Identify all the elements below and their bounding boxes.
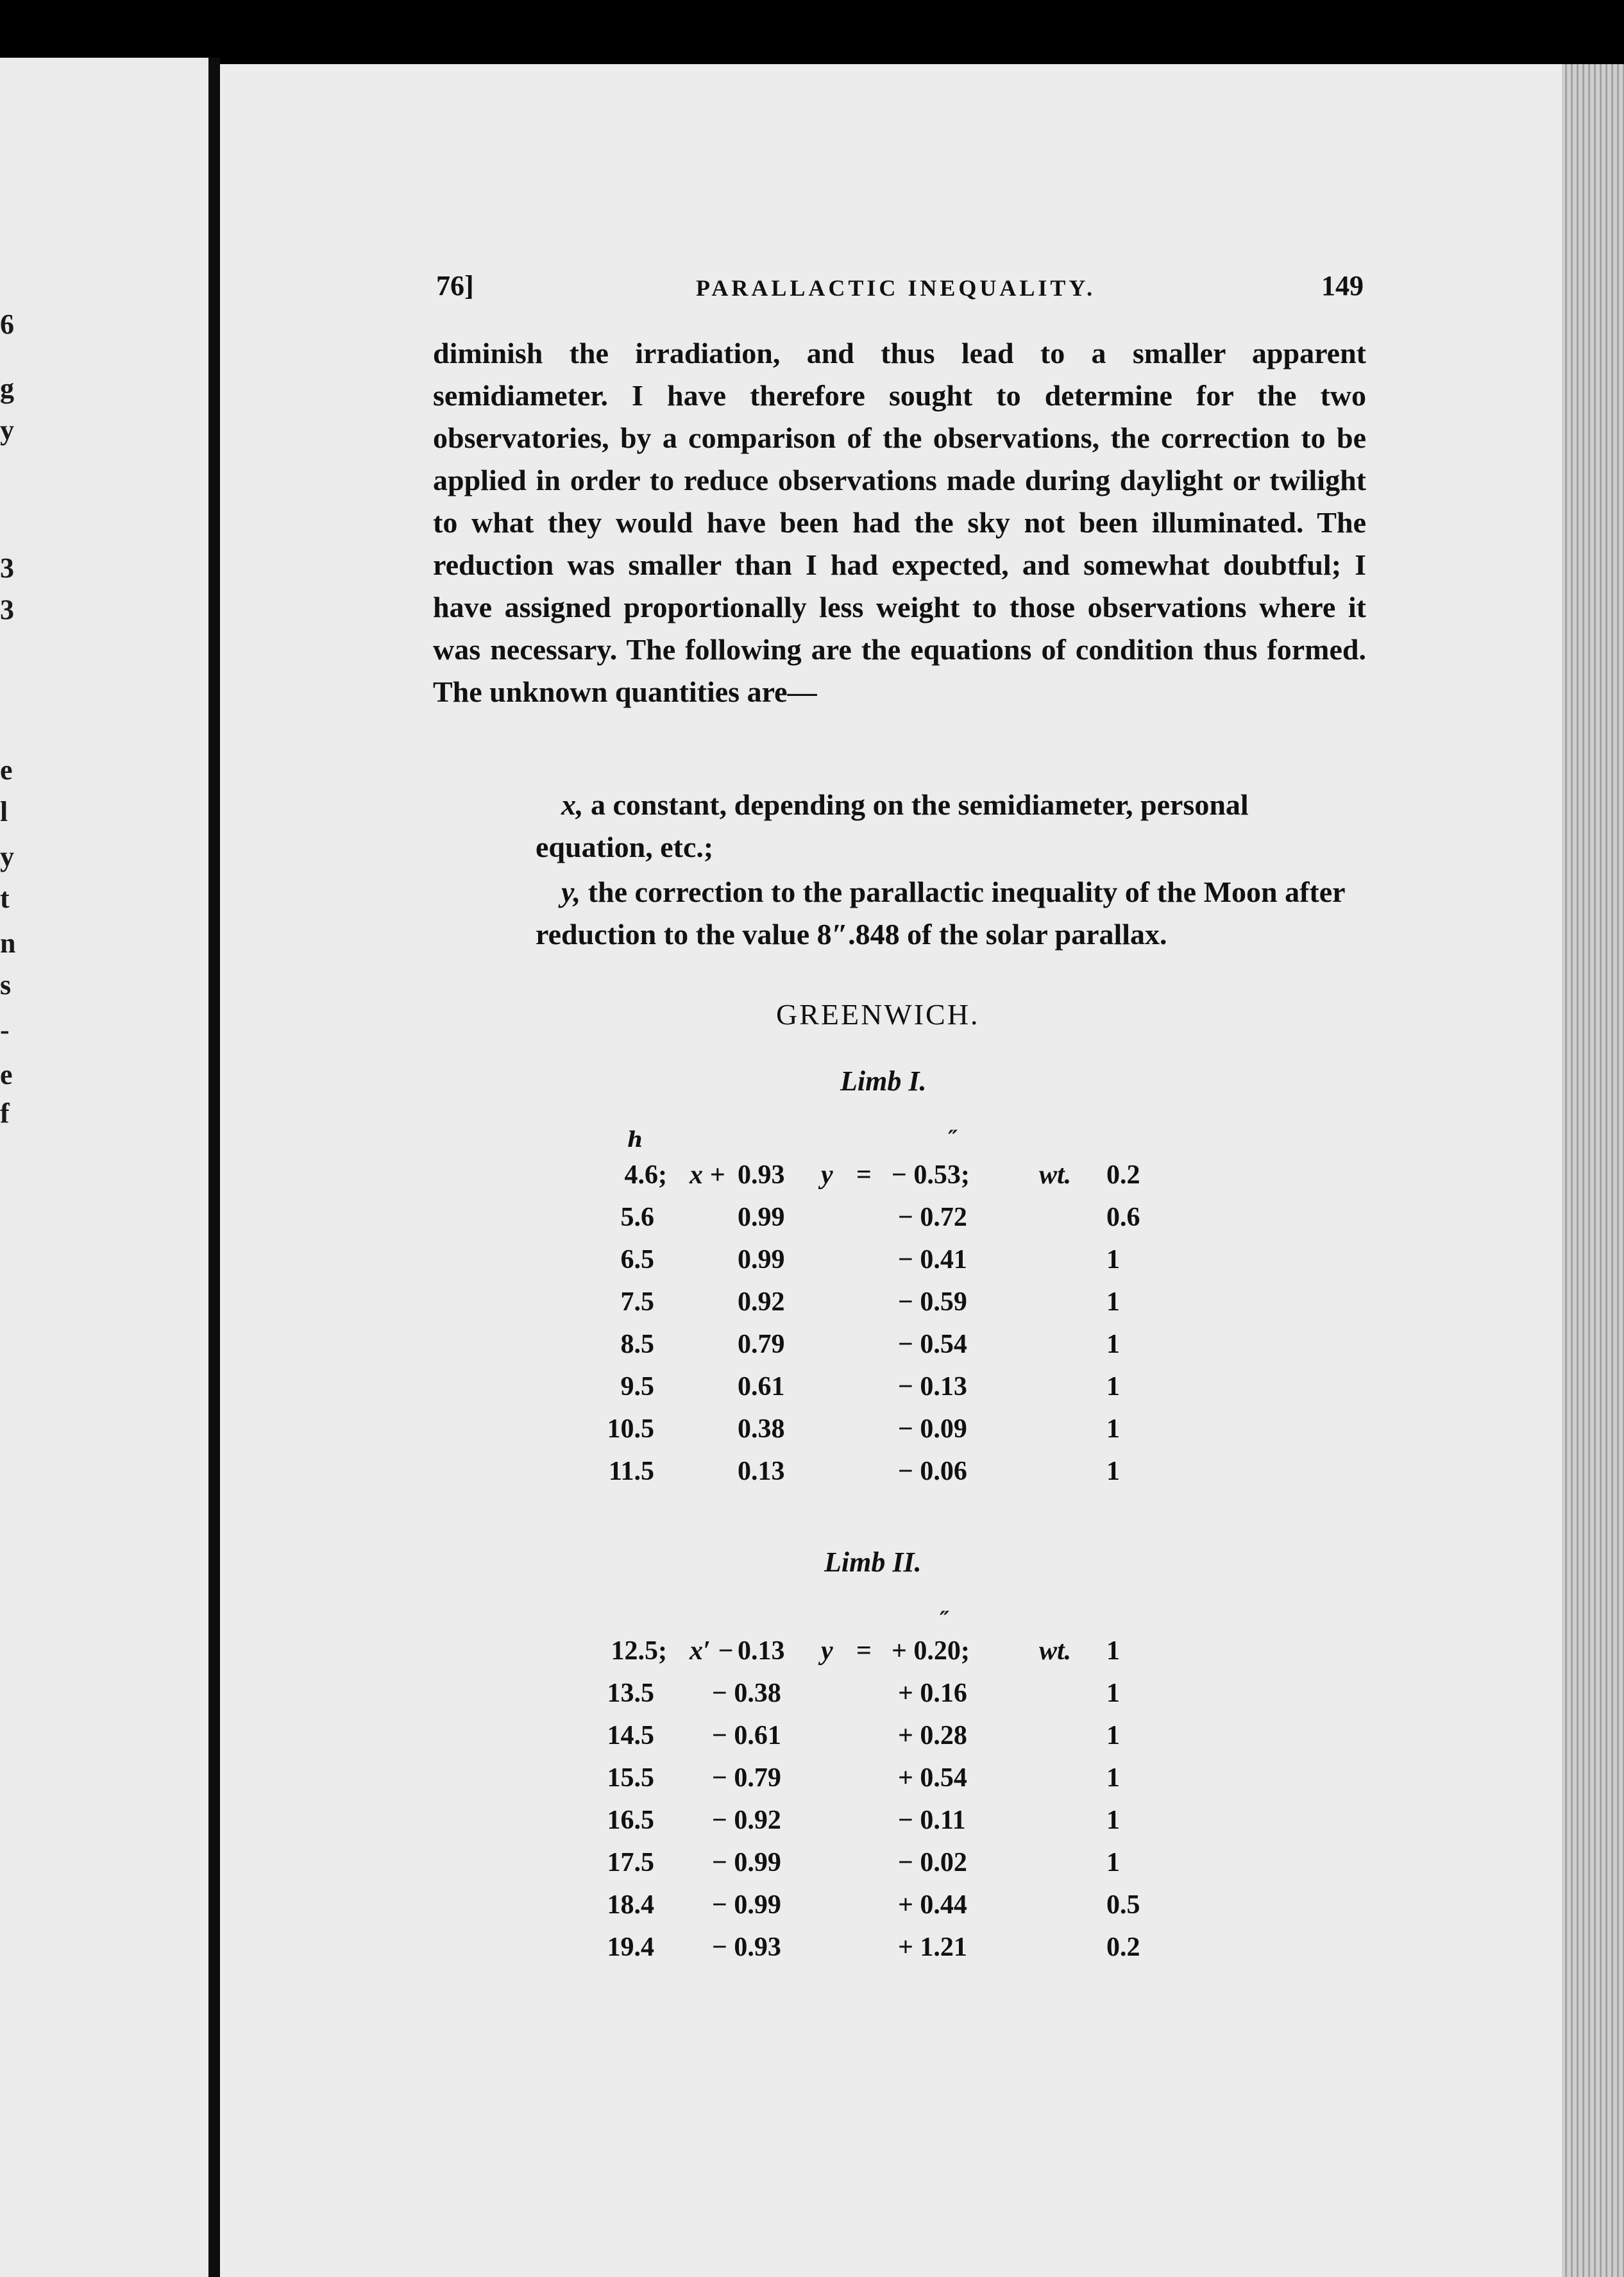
left-edge-char: y — [0, 414, 14, 446]
left-edge-char: n — [0, 927, 16, 959]
rhs-cell: − 0.02 — [898, 1848, 967, 1877]
weight-cell: 1 — [1106, 1806, 1120, 1835]
rhs-cell: + 1.21 — [898, 1933, 967, 1962]
equation-row — [577, 1720, 1219, 1763]
left-edge-char: e — [0, 754, 13, 786]
lhs-variable: x′ − — [689, 1636, 734, 1666]
hour-cell: 11.5 — [608, 1457, 654, 1486]
weight-label: wt. — [1039, 1636, 1072, 1666]
left-edge-char: s — [0, 969, 12, 1001]
coefficient-cell: − 0.79 — [712, 1763, 781, 1793]
left-edge-char: 3 — [0, 552, 14, 584]
rhs-cell: − 0.11 — [898, 1806, 966, 1835]
y-variable: y — [821, 1160, 833, 1190]
rhs-cell: − 0.54 — [898, 1330, 967, 1359]
y-variable: y — [821, 1636, 833, 1666]
weight-cell: 1 — [1106, 1763, 1120, 1793]
rhs-cell: + 0.54 — [898, 1763, 967, 1793]
rhs-cell: − 0.59 — [898, 1287, 967, 1317]
hour-cell: 7.5 — [620, 1287, 654, 1317]
left-edge-char: y — [0, 841, 14, 872]
coefficient-cell: 0.61 — [738, 1372, 785, 1401]
equation-row — [577, 1890, 1219, 1932]
coefficient-cell: 0.93 — [738, 1160, 785, 1190]
weight-label: wt. — [1039, 1160, 1072, 1190]
limb-2-heading: Limb II. — [824, 1546, 922, 1578]
left-edge-char: t — [0, 883, 10, 914]
left-edge-char: f — [0, 1097, 10, 1129]
page-edge-stack — [1562, 64, 1624, 2277]
weight-cell: 1 — [1106, 1414, 1120, 1444]
equation-row — [577, 1636, 1219, 1678]
hour-cell: 18.4 — [607, 1890, 654, 1920]
left-edge-char: - — [0, 1014, 10, 1045]
limb-1-heading: Limb I. — [840, 1065, 927, 1097]
coefficient-cell: 0.79 — [738, 1330, 785, 1359]
equation-row — [577, 1287, 1219, 1329]
hour-cell: 8.5 — [620, 1330, 654, 1359]
book-gutter — [208, 58, 220, 2277]
hour-cell: 4.6; — [624, 1160, 667, 1190]
page-number: 149 — [1321, 270, 1364, 301]
definition-y — [433, 871, 1363, 956]
definition-var: x, — [561, 788, 584, 821]
equation-row — [577, 1414, 1219, 1456]
left-edge-char: e — [0, 1059, 13, 1090]
left-page — [0, 58, 208, 2277]
section-title: GREENWICH. — [776, 998, 980, 1031]
weight-cell: 1 — [1106, 1679, 1120, 1708]
equals-sign: = — [856, 1636, 872, 1666]
rhs-cell: − 0.41 — [898, 1245, 967, 1274]
equals-sign: = — [856, 1160, 872, 1190]
equation-row — [577, 1202, 1219, 1244]
coefficient-cell: − 0.61 — [712, 1721, 781, 1750]
body-paragraph: diminish the irradiation, and thus lead to a smaller apparent semidiameter. I have therefore sought to determine for the two observatories, by a comparison of the observations, the correction to be applied in order to reduce observations made during daylight or twilight to what they would have been had the sky not been illuminated. The reduction was smaller than I had expected, and somewhat doubtful; I have assigned proportionally less weight to those observations where it was necessary. The following are the equations of condition thus formed. The unknown quantities are— — [433, 337, 1366, 708]
hour-cell: 9.5 — [620, 1372, 654, 1401]
left-edge-char: 3 — [0, 594, 14, 625]
hour-cell: 12.5; — [611, 1636, 667, 1666]
hour-cell: 10.5 — [607, 1414, 654, 1444]
hour-cell: 17.5 — [607, 1848, 654, 1877]
left-edge-char: l — [0, 796, 8, 827]
hour-cell: 15.5 — [607, 1763, 654, 1793]
arcsec-unit: ″ — [948, 1126, 958, 1151]
left-page-edge-text — [0, 58, 26, 2277]
running-title: PARALLACTIC INEQUALITY. — [696, 275, 1096, 301]
equation-row — [577, 1805, 1219, 1847]
equation-row — [577, 1763, 1219, 1805]
equation-row — [577, 1932, 1219, 1974]
weight-cell: 1 — [1106, 1636, 1120, 1666]
equation-row — [577, 1678, 1219, 1720]
equation-row — [577, 1160, 1219, 1202]
arcsec-unit: ″ — [940, 1607, 950, 1632]
left-edge-char: g — [0, 373, 14, 404]
weight-cell: 1 — [1106, 1245, 1120, 1274]
rhs-cell: − 0.53; — [892, 1160, 970, 1190]
rhs-cell: − 0.13 — [898, 1372, 967, 1401]
hour-cell: 13.5 — [607, 1679, 654, 1708]
hour-cell: 19.4 — [607, 1933, 654, 1962]
weight-cell: 1 — [1106, 1848, 1120, 1877]
weight-cell: 0.2 — [1106, 1933, 1140, 1962]
equation-row — [577, 1456, 1219, 1498]
left-edge-char: 6 — [0, 309, 14, 340]
weight-cell: 1 — [1106, 1330, 1120, 1359]
hour-cell: 14.5 — [607, 1721, 654, 1750]
weight-cell: 1 — [1106, 1287, 1120, 1317]
rhs-cell: + 0.20; — [892, 1636, 970, 1666]
coefficient-cell: − 0.99 — [712, 1848, 781, 1877]
section-number: 76] — [436, 270, 474, 301]
equation-row — [577, 1329, 1219, 1371]
lhs-variable: x + — [689, 1160, 725, 1190]
equation-row — [577, 1847, 1219, 1890]
coefficient-cell: 0.38 — [738, 1414, 785, 1444]
definition-x — [433, 784, 1363, 868]
equation-row — [577, 1371, 1219, 1414]
coefficient-cell: 0.13 — [738, 1457, 785, 1486]
coefficient-cell: − 0.38 — [712, 1679, 781, 1708]
hour-cell: 16.5 — [607, 1806, 654, 1835]
weight-cell: 1 — [1106, 1457, 1120, 1486]
coefficient-cell: − 0.93 — [712, 1933, 781, 1962]
hour-unit: h — [627, 1127, 643, 1153]
weight-cell: 0.2 — [1106, 1160, 1140, 1190]
weight-cell: 1 — [1106, 1372, 1120, 1401]
definition-var: y, — [561, 876, 581, 908]
definition-text: the correction to the parallactic inequality of the Moon after reduction to the value 8″.848 of the solar parallax. — [536, 876, 1345, 951]
coefficient-cell: 0.92 — [738, 1287, 785, 1317]
coefficient-cell: 0.13 — [738, 1636, 785, 1666]
weight-cell: 0.6 — [1106, 1203, 1140, 1232]
rhs-cell: − 0.09 — [898, 1414, 967, 1444]
weight-cell: 0.5 — [1106, 1890, 1140, 1920]
rhs-cell: − 0.72 — [898, 1203, 967, 1232]
coefficient-cell: − 0.99 — [712, 1890, 781, 1920]
coefficient-cell: 0.99 — [738, 1203, 785, 1232]
hour-cell: 6.5 — [620, 1245, 654, 1274]
rhs-cell: + 0.44 — [898, 1890, 967, 1920]
weight-cell: 1 — [1106, 1721, 1120, 1750]
coefficient-cell: − 0.92 — [712, 1806, 781, 1835]
rhs-cell: + 0.16 — [898, 1679, 967, 1708]
hour-cell: 5.6 — [620, 1203, 654, 1232]
rhs-cell: − 0.06 — [898, 1457, 967, 1486]
equation-row — [577, 1244, 1219, 1287]
rhs-cell: + 0.28 — [898, 1721, 967, 1750]
coefficient-cell: 0.99 — [738, 1245, 785, 1274]
definition-text: a constant, depending on the semidiameter, personal equation, etc.; — [536, 788, 1249, 863]
